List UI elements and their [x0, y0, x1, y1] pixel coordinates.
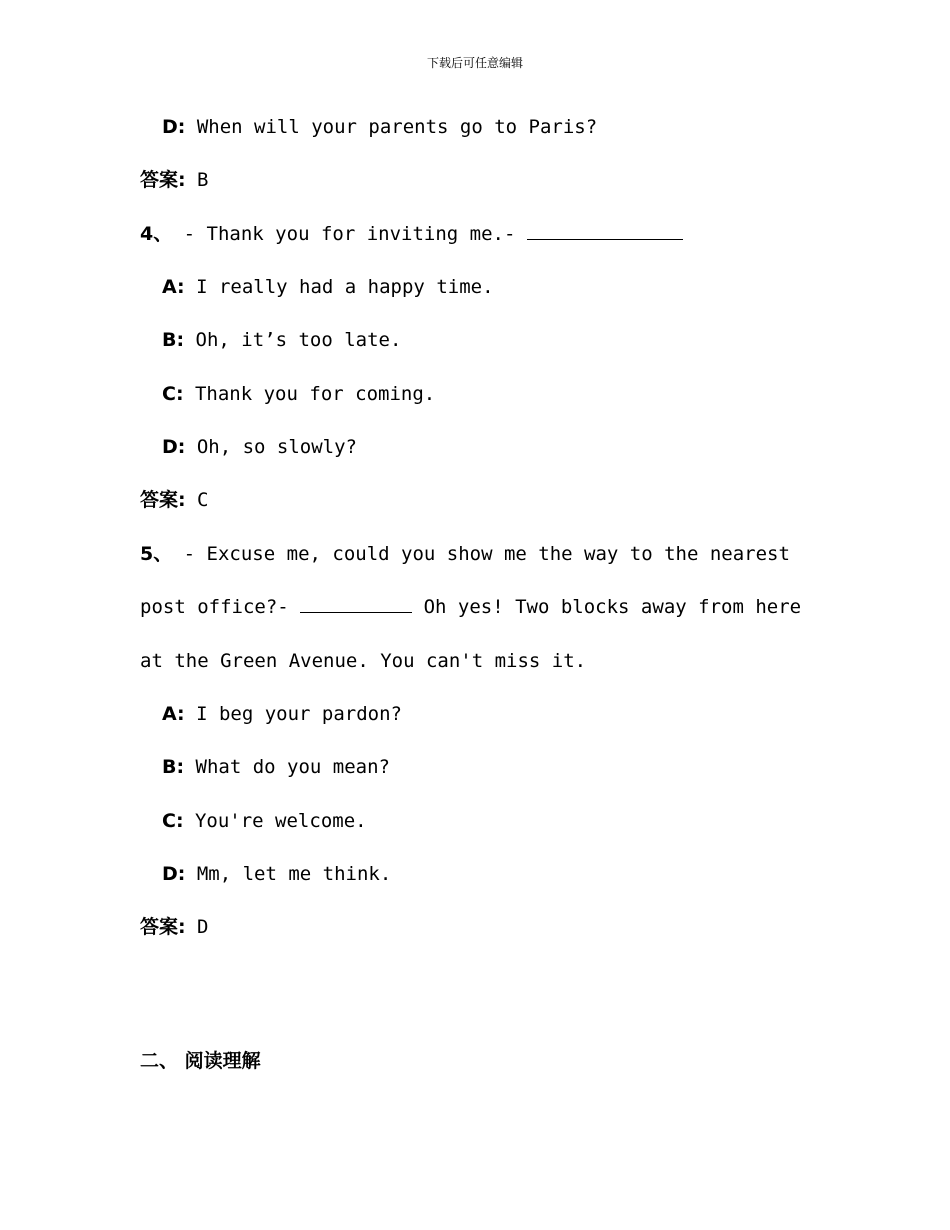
q5-option-c — [162, 808, 367, 834]
q5-prompt-line-1 — [140, 541, 790, 567]
q5-prompt-line-2 — [140, 594, 801, 620]
answer-blank — [300, 594, 412, 613]
q5-prompt-line-3: at the Green Avenue. You can't miss it. — [140, 650, 587, 672]
option-text: You're welcome. — [183, 810, 367, 832]
option-text: What do you mean? — [184, 756, 390, 778]
page-header: 下载后可任意编辑 — [426, 56, 523, 70]
section-heading — [140, 1048, 261, 1074]
q5-answer — [140, 914, 209, 940]
answer-value: B — [185, 169, 209, 191]
question-text: - Excuse me, could you show me the way to the nearest — [172, 543, 790, 565]
q4-option-a — [162, 274, 494, 300]
option-letter: A: — [162, 276, 185, 298]
answer-label: 答案: — [140, 916, 186, 938]
q4-answer — [140, 487, 209, 513]
section-title: 阅读理解 — [178, 1050, 261, 1072]
option-letter: D: — [162, 116, 186, 138]
question-text: - Thank you for inviting me.- — [172, 223, 527, 245]
option-letter: D: — [162, 863, 186, 885]
answer-label: 答案: — [140, 489, 186, 511]
section-number: 二、 — [140, 1050, 179, 1072]
option-letter: B: — [162, 329, 185, 351]
option-text: Thank you for coming. — [183, 383, 436, 405]
option-letter: D: — [162, 436, 186, 458]
option-text: Oh, so slowly? — [185, 436, 357, 458]
question-number: 5、 — [140, 543, 173, 565]
q3-answer — [140, 167, 209, 193]
q5-option-b — [162, 754, 390, 780]
option-text: I beg your pardon? — [184, 703, 402, 725]
question-text: Oh yes! Two blocks away from here — [412, 596, 802, 618]
option-text: Oh, it’s too late. — [184, 329, 402, 351]
option-text: Mm, let me think. — [185, 863, 392, 885]
answer-value: D — [185, 916, 209, 938]
q4-option-c — [162, 381, 435, 407]
q3-option-d — [162, 114, 597, 140]
option-letter: C: — [162, 810, 184, 832]
q5-option-d — [162, 861, 391, 887]
option-letter: C: — [162, 383, 184, 405]
option-letter: B: — [162, 756, 185, 778]
option-text: I really had a happy time. — [184, 276, 494, 298]
question-text: post office?- — [140, 596, 301, 618]
q4-option-d — [162, 434, 357, 460]
question-number: 4、 — [140, 223, 173, 245]
answer-label: 答案: — [140, 169, 186, 191]
q4-option-b — [162, 327, 401, 353]
answer-value: C — [185, 489, 209, 511]
option-text: When will your parents go to Paris? — [185, 116, 598, 138]
option-letter: A: — [162, 703, 185, 725]
answer-blank — [527, 221, 683, 240]
q4-prompt — [140, 221, 683, 247]
q5-option-a — [162, 701, 402, 727]
